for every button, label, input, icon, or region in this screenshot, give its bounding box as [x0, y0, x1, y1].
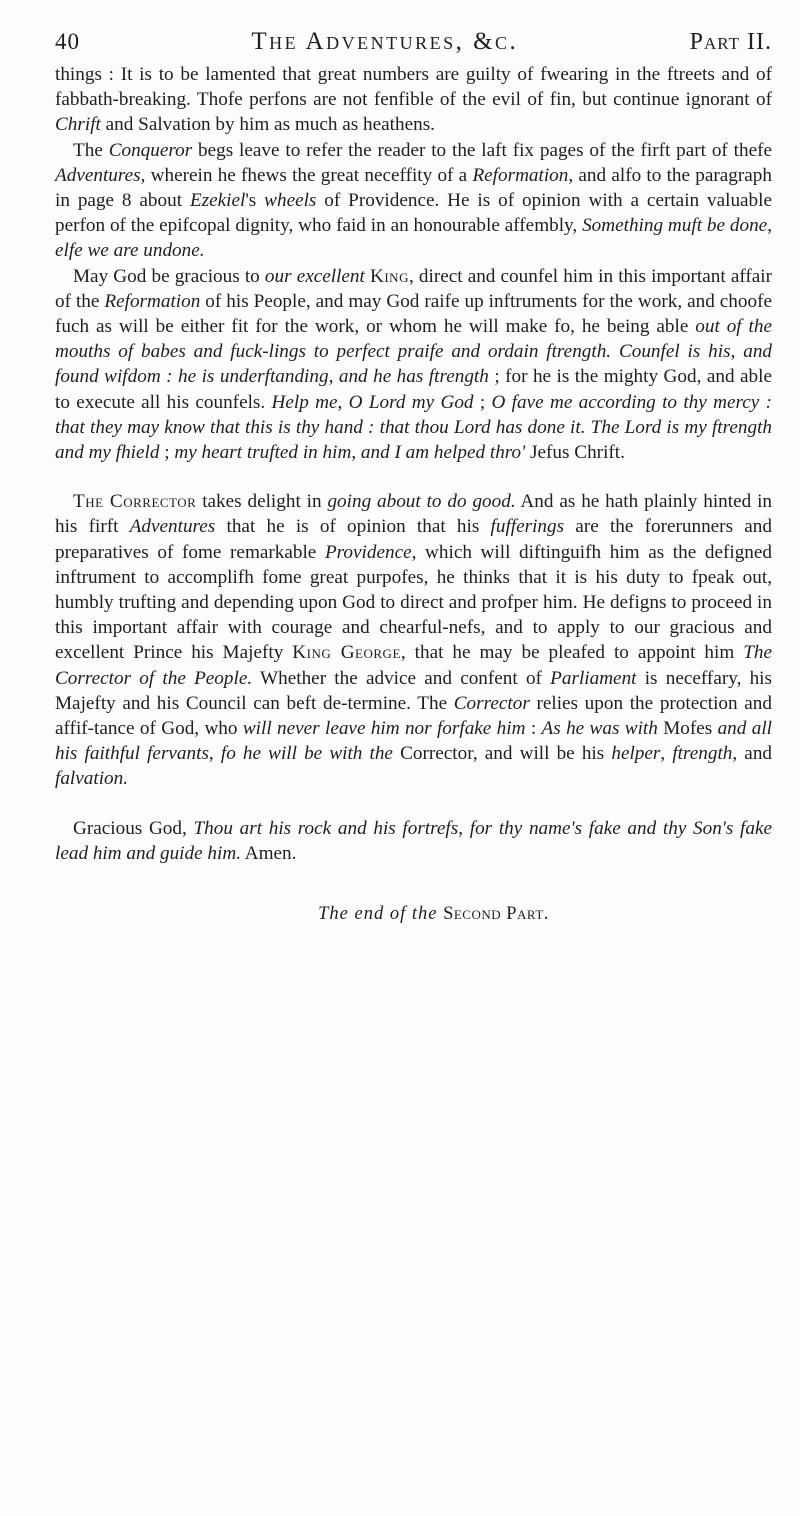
text-run: And as he hath plainly hinted in his firft [55, 491, 772, 538]
text-run: , [458, 817, 470, 839]
italic-run: will never leave him nor forfake him [242, 718, 526, 740]
text-run: , [337, 391, 349, 413]
text-run: Mofes [657, 718, 718, 740]
italic-run: Providence [324, 541, 412, 563]
text-run: Whether the advice and confent of [252, 667, 551, 689]
text-run: of his People, and may God raife up inftruments for the work, and choofe fuch as will be either fit for the work, or whom he will make fo, he being able [55, 290, 772, 338]
text-run: and Salvation by him as much as heathens. [100, 114, 435, 136]
text-run: : [525, 718, 542, 740]
text-run: , [351, 442, 361, 464]
italic-run: and he has ftrength [338, 366, 489, 388]
paragraph-5 [55, 816, 772, 866]
italic-run: Corrector [453, 692, 530, 714]
italic-run: for thy name's fake and thy Son's fake lead him and guide him. [55, 817, 773, 864]
italic-run: falvation. [55, 768, 129, 790]
small-caps-run: The Corrector [73, 491, 197, 513]
italic-run: O fave me according to thy mercy : that they may know that this is thy hand : that thou Lord has done it. The Lord is my ftrength and my fhield [55, 391, 772, 464]
italic-run: our excellent [264, 265, 365, 287]
italic-run: and all his faithful fervants [55, 718, 772, 765]
italic-run: Thou art his rock and his fortrefs [193, 817, 459, 839]
text-run: 's [245, 190, 265, 212]
italic-run: out of the mouths of babes and fuck-lings to perfect praife and ordain ftrength. Counfel is his [55, 316, 773, 363]
text-run: Jefus Chrift. [525, 442, 625, 464]
italic-run: and found wifdom : he is underftanding [55, 341, 772, 388]
text-run: relies upon the protection and affif-tance of God, who [55, 692, 772, 740]
small-caps-run: King [370, 265, 409, 287]
italic-run: O Lord my God [348, 391, 474, 413]
text-run: Gracious God, [73, 817, 194, 839]
text-run: May God be gracious to [73, 265, 265, 287]
italic-run: As he was with [541, 718, 658, 740]
italic-run: my heart trufted in him [174, 442, 352, 464]
italic-run: ftrength [672, 743, 733, 765]
italic-run: Something muft be done [582, 215, 768, 237]
italic-run: Parliament [550, 667, 637, 689]
text-run: that he is of opinion that his [215, 516, 491, 538]
text-run: , [767, 215, 772, 237]
text-run: , [730, 341, 744, 363]
text-run: , and alfo to the paragraph in page 8 about [55, 164, 772, 212]
text-run: things : It is to be lamented that great numbers are guilty of fwearing in the ftreets and of fabbath-breaking. Thofe perfons are not fenfible of the evil of fin, but continue ignorant of [55, 64, 772, 111]
text-run: , which will diftinguifh him as the defigned inftrument to accomplifh fome great purpofes, he thinks that it is his duty to fpeak out, humbly trufting and depending upon God to direct and profper him. He defigns to proceed in this important affair with courage and chearful-nefs, and to apply to our gracious and excellent Prince his Majefty [55, 541, 772, 664]
end-of-part-note [55, 904, 772, 925]
text-run: begs leave to refer the reader to the laft fix pages of the firft part of thefe [192, 139, 773, 161]
italic-run: Conqueror [108, 139, 193, 161]
part-label: Part II. [689, 29, 772, 55]
text-run: Amen. [241, 842, 297, 864]
text-run: , and [732, 743, 773, 765]
italic-run: going about to do good. [327, 491, 516, 513]
italic-run: The end of the [318, 904, 438, 925]
page-number: 40 [55, 29, 80, 54]
running-title: The Adventures, &c. [251, 28, 519, 55]
text-run: ; [159, 442, 175, 464]
text-run: The [73, 139, 109, 161]
italic-run: Chrift [55, 114, 101, 136]
text-run: ; for he is the mighty God, and able to execute all his counfels. [55, 366, 772, 413]
italic-run: Ezekiel [189, 190, 246, 212]
text-run: , wherein he fhews the great neceffity of a [140, 164, 473, 186]
italic-run: elfe we are undone. [55, 240, 205, 262]
page-body [55, 62, 772, 866]
italic-run: fo he will be with the [220, 743, 393, 765]
text-run: of Providence. He is of opinion with a certain valuable perfon of the epifcopal dignity, who faid in an honourable affembly, [55, 190, 772, 237]
text-run: , direct and counfel him in this important affair of the [55, 265, 773, 312]
text-run: ; [473, 391, 492, 413]
italic-run: Reformation [472, 164, 569, 186]
paragraph-2 [55, 138, 772, 264]
text-run: , [328, 366, 339, 388]
small-caps-run: King George [292, 642, 401, 664]
running-header [55, 28, 772, 56]
paragraph-1 [55, 62, 772, 138]
italic-run: Adventures [129, 516, 216, 538]
text-run: is neceffary, his Majefty and his Council can beft de-termine. The [55, 667, 772, 714]
text-run: , [660, 743, 673, 765]
italic-run: Reformation [104, 290, 201, 312]
text-run: , [208, 743, 221, 765]
paragraph-4 [55, 489, 772, 791]
italic-run: and I am helped thro' [360, 442, 526, 464]
italic-run: Adventures [55, 164, 141, 186]
text-run: , that he may be pleafed to appoint him [400, 642, 744, 664]
text-run: takes delight in [196, 491, 328, 513]
small-caps-run: Second Part. [443, 904, 549, 925]
text-run: Corrector, and will be his [392, 743, 612, 765]
italic-run: The Corrector of the People. [55, 642, 772, 689]
paragraph-3 [55, 264, 772, 466]
italic-run: helper [611, 743, 661, 765]
italic-run: wheels [264, 190, 317, 212]
text-run: are the forerunners and preparatives of fome remarkable [55, 516, 772, 563]
italic-run: fufferings [490, 516, 565, 538]
italic-run: Help me [271, 391, 338, 413]
